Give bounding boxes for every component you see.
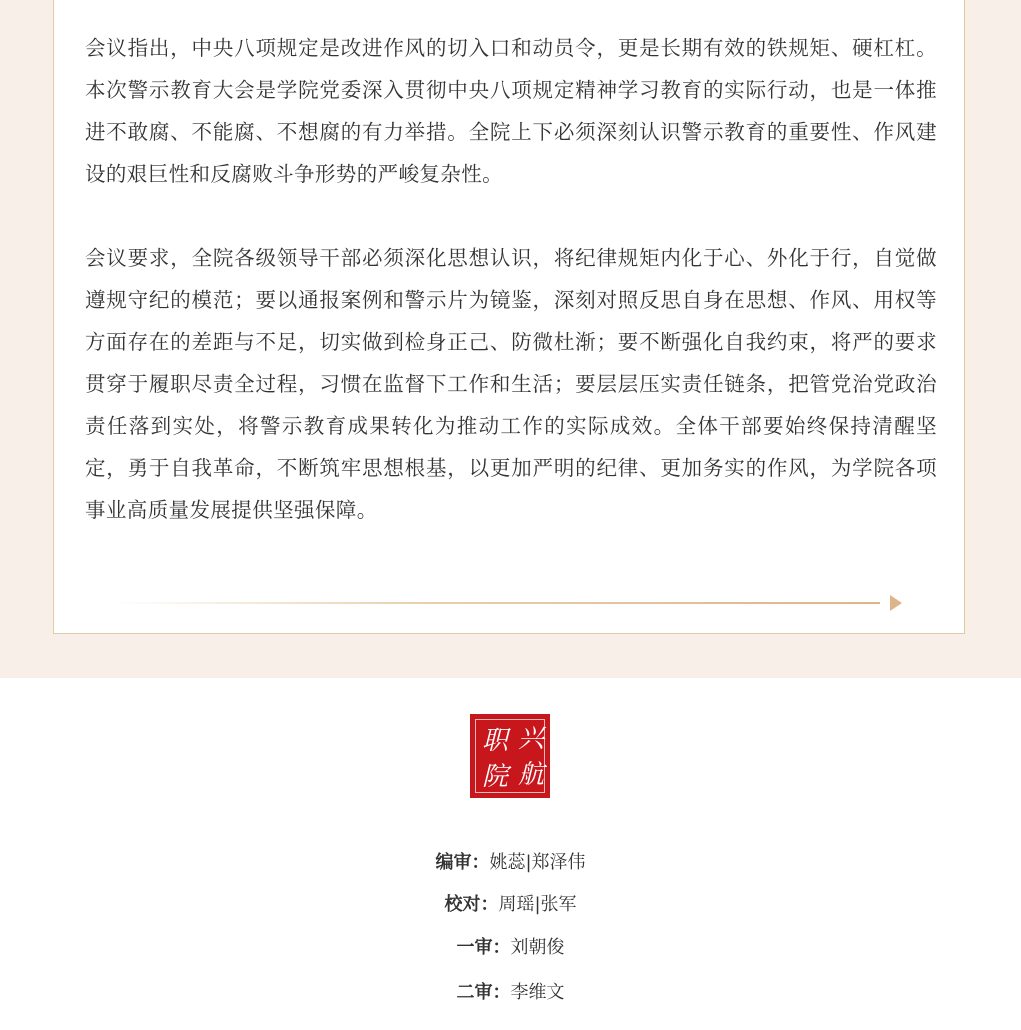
article-card [53,0,965,634]
credit-value: 李维文 [510,982,565,1003]
credit-first-review [0,936,1021,960]
credit-value: 周瑶|张军 [498,894,577,915]
seal-character: 航 [517,760,544,790]
credit-label: 校对： [444,894,499,915]
arrow-right-icon [890,595,902,611]
seal-character: 职 [481,726,508,756]
credit-label: 二审： [456,982,511,1003]
college-seal-logo [470,714,550,798]
credit-label: 一审： [456,937,511,958]
seal-character: 兴 [517,724,544,754]
credit-value: 刘朝俊 [510,937,565,958]
credit-proofreader [0,893,1021,917]
credit-second-review [0,981,1021,1005]
credit-value: 姚蕊|郑泽伟 [489,852,586,873]
article-paragraph: 会议指出，中央八项规定是改进作风的切入口和动员令，更是长期有效的铁规矩、硬杠杠。本次警示教育大会是学院党委深入贯彻中央八项规定精神学习教育的实际行动，也是一体推进不敢腐、不能腐、不想腐的有力举措。全院上下必须深刻认识警示教育的重要性、作风建设的艰巨性和反腐败斗争形势的严峻复杂性。 [85,36,937,186]
credit-editor [0,851,1021,875]
divider-line [112,602,880,604]
seal-character: 院 [481,762,508,792]
decorative-divider [92,586,902,622]
article-paragraph: 会议要求，全院各级领导干部必须深化思想认识，将纪律规矩内化于心、外化于行，自觉做遵规守纪的模范；要以通报案例和警示片为镜鉴，深刻对照反思自身在思想、作风、用权等方面存在的差距与不足，切实做到检身正己、防微杜渐；要不断强化自我约束，将严的要求贯穿于履职尽责全过程，习惯在监督下工作和生活；要层层压实责任链条，把管党治党政治责任落到实处，将警示教育成果转化为推动工作的实际成效。全体干部要始终保持清醒坚定，勇于自我革命，不断筑牢思想根基，以更加严明的纪律、更加务实的作风，为学院各项事业高质量发展提供坚强保障。 [85,246,937,522]
credit-label: 编审： [435,852,490,873]
